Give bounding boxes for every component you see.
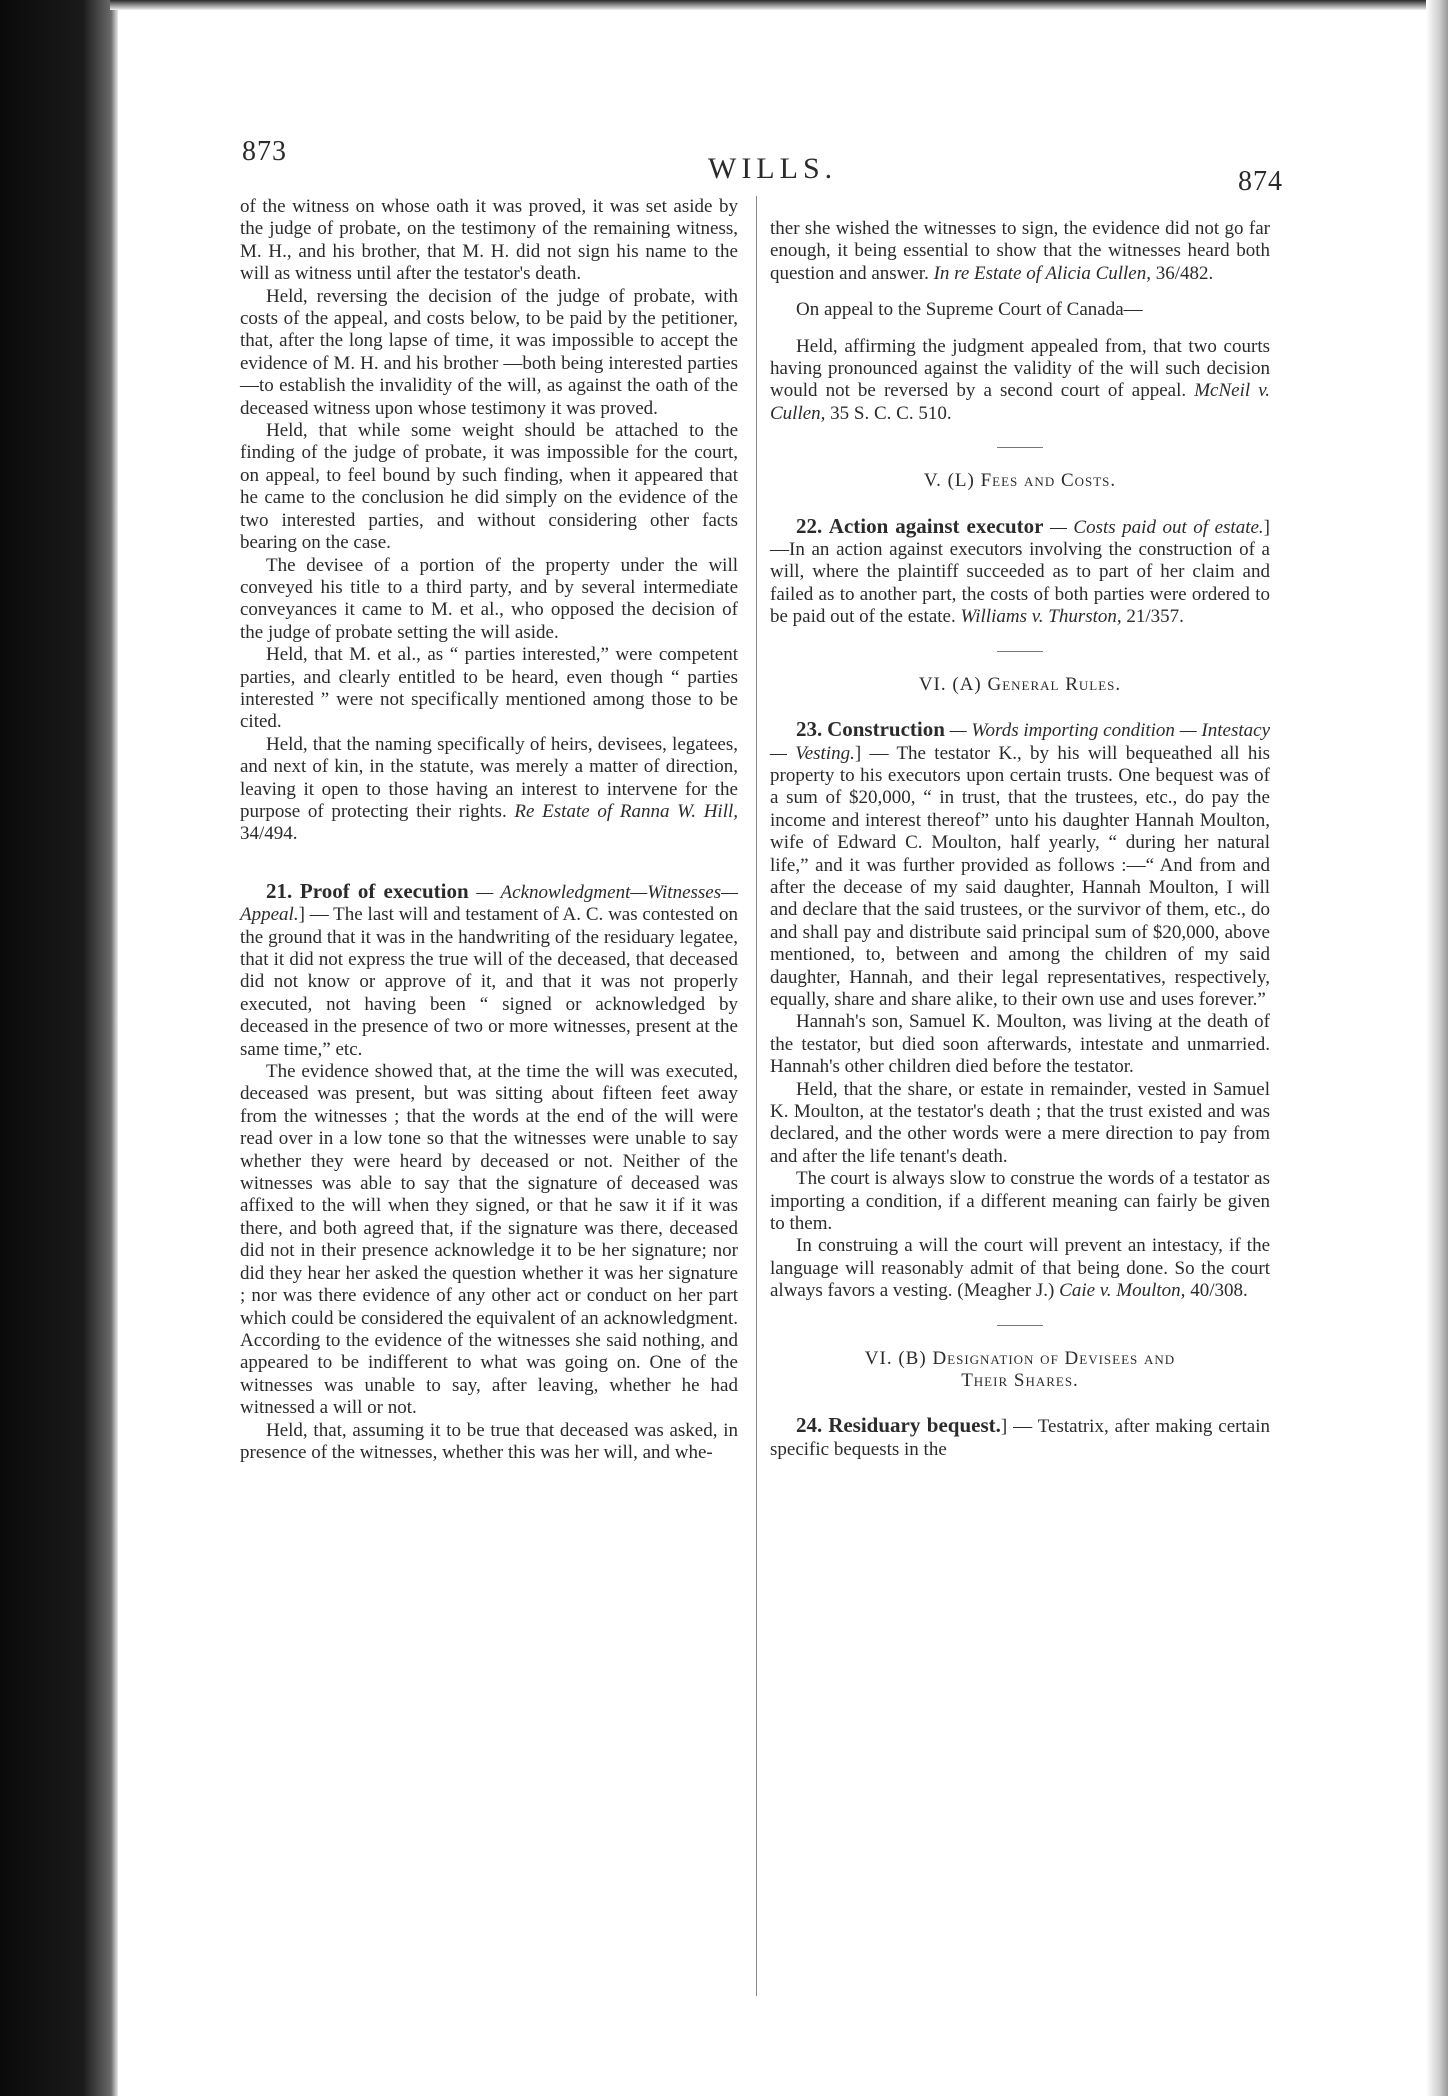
section-22 xyxy=(770,515,1270,629)
section-24 xyxy=(770,1414,1270,1461)
section-text: ]—In an action against executors involving the construction of a will, where the plaintiff succeeded as to part of her claim and failed as to another part, the costs of both parties were ordered to be paid out of the estate. xyxy=(770,516,1270,628)
section-number: 24. xyxy=(796,1413,823,1438)
paragraph: Held, that the share, or estate in remainder, vested in Samuel K. Moulton, at the testator's death ; that the trust existed and was declared, and the other words were a mere direction to pay from and after the life tenant's death. xyxy=(770,1078,1270,1167)
citation-ref: 40/308. xyxy=(1190,1280,1248,1302)
section-subheading: — Costs paid out of estate. xyxy=(1050,516,1264,538)
case-citation: In re Estate of Alicia Cullen, xyxy=(933,262,1151,284)
case-citation: McNeil v. Cullen, xyxy=(770,380,1270,424)
citation-ref: 21/357. xyxy=(1126,606,1184,628)
section-subheading: — Acknowledgment—Witnesses—Appeal. xyxy=(240,881,739,926)
section-title-v xyxy=(770,470,1270,492)
book-page xyxy=(120,0,1426,2096)
paragraph xyxy=(770,336,1270,426)
column-rule xyxy=(756,196,757,1996)
section-23 xyxy=(770,718,1270,1011)
section-number: 22. xyxy=(796,513,823,538)
paragraph: Hannah's son, Samuel K. Moulton, was living at the death of the testator, but died soon afterwards, intestate and unmarried. Hannah's other children died before the testator. xyxy=(770,1011,1270,1078)
paragraph: Held, that while some weight should be attached to the finding of the judge of probate, it was impossible for the court, on appeal, to feel bound by such finding, when it appeared that he came to the conclusion he did simply on the evidence of the two interested parties, and without considering other facts bearing on the case. xyxy=(240,420,738,554)
citation-ref: 35 S. C. C. 510. xyxy=(830,402,952,424)
section-title-text: Designation of Devisees and xyxy=(932,1347,1176,1369)
section-label: V. (L) xyxy=(923,470,975,492)
paragraph-text: Held, that the naming specifically of heirs, devisees, legatees, and next of kin, in the statute, was merely a matter of direction, leaving it open to those having an interest to intervene for the purpose of protecting their rights. xyxy=(240,733,738,822)
paragraph-text: Held, affirming the judgment appealed from, that two courts having pronounced against the validity of the will such decision would not be reversed by a second court of appeal. xyxy=(770,335,1270,402)
section-21 xyxy=(240,880,738,1061)
paragraph xyxy=(770,1235,1270,1302)
section-divider xyxy=(997,447,1043,448)
page-number-left: 873 xyxy=(242,136,287,167)
section-title-text: Fees and Costs. xyxy=(980,470,1117,492)
paragraph xyxy=(770,218,1270,285)
paragraph: The evidence showed that, at the time the will was executed, deceased was present, but was sitting about fifteen feet away from the witnesses ; that the words at the end of the will were read over in a low tone so that the witnesses were unable to say whether they were heard by deceased or not. Neither of the witnesses was able to say that the signature of deceased was affixed to the will when they signed, or that he saw it if it was there, and both agreed that, if the signature was there, deceased did not in their presence acknowledge it to be her signature; nor did they hear her asked the question whether it was her signature ; nor was there evidence of any other act or conduct on her part which could be considered the equivalent of an acknowledgment. According to the evidence of the witnesses she said nothing, and appeared to be indifferent to what was going on. One of the witnesses was unable to say, after leaving, whether he had witnessed a will or not. xyxy=(240,1061,738,1419)
scan-left-edge xyxy=(0,0,118,2096)
left-column xyxy=(240,196,738,1464)
section-divider xyxy=(997,1325,1043,1326)
section-heading: Action against executor xyxy=(828,513,1044,538)
case-citation: Williams v. Thurston, xyxy=(960,606,1122,628)
citation-ref: 36/482. xyxy=(1155,262,1214,284)
citation-ref: 34/494. xyxy=(240,823,298,845)
paragraph-text: ther she wished the witnesses to sign, the evidence did not go far enough, it being essential to show that the witnesses heard both question and answer. xyxy=(770,218,1270,284)
paragraph-text: In construing a will the court will prevent an intestacy, if the language will reasonably admit of that being done. So the court always favors a vesting. (Meagher J.) xyxy=(770,1235,1270,1302)
section-heading: Residuary bequest. xyxy=(828,1413,1001,1438)
case-citation: Re Estate of Ranna W. Hill, xyxy=(514,800,739,822)
section-heading: Construction xyxy=(827,717,945,742)
paragraph: Held, reversing the decision of the judge of probate, with costs of the appeal, and costs below, to be paid by the petitioner, that, after the long lapse of time, it was impossible to accept the evidence of M. H. and his brother —both being interested parties—to establish the invalidity of the will, as against the oath of the deceased witness upon whose testimony it was proved. xyxy=(240,285,738,419)
paragraph: On appeal to the Supreme Court of Canada— xyxy=(796,299,1143,321)
page-number-right: 874 xyxy=(1238,166,1283,197)
paragraph: of the witness on whose oath it was proved, it was set aside by the judge of probate, on the testimony of the remaining witness, M. H., and his brother, that M. H. did not sign his name to the will as witness until after the testator's death. xyxy=(240,196,738,285)
section-label: VI. (B) xyxy=(864,1347,927,1369)
section-title-text: Their Shares. xyxy=(961,1370,1079,1392)
paragraph: The court is always slow to construe the words of a testator as importing a condition, if a different meaning can fairly be given to them. xyxy=(770,1168,1270,1235)
right-column xyxy=(770,218,1270,1461)
section-title-vi-b xyxy=(770,1348,1270,1393)
paragraph: Held, that, assuming it to be true that deceased was asked, in presence of the witnesses, whether this was her will, and whe- xyxy=(240,1419,738,1463)
section-number: 21. xyxy=(266,878,293,903)
section-label: VI. (A) xyxy=(918,673,982,695)
paragraph: Held, that M. et al., as “ parties interested,” were competent parties, and clearly entitled to be heard, even though “ parties interested ” were not specifically mentioned among those to be cited. xyxy=(240,644,738,733)
section-title-text: General Rules. xyxy=(987,673,1122,695)
section-heading: Proof of execution xyxy=(299,878,469,903)
section-title-vi-a xyxy=(770,674,1270,696)
case-citation: Caie v. Moulton, xyxy=(1059,1280,1186,1302)
section-text: ] — The last will and testament of A. C. was contested on the ground that it was in the handwriting of the residuary legatee, that it did not express the true will of the deceased, that deceased did not know or approve of it, and that it was not properly executed, not having been “ signed or acknowledged by deceased in the presence of two or more witnesses, present at the same time,” etc. xyxy=(240,904,738,1060)
section-text: ] — Testatrix, after making certain specific bequests in the xyxy=(770,1416,1270,1460)
section-text: ] — The testator K., by his will bequeathed all his property to his executors upon certain trusts. One bequest was of a sum of $20,000, “ in trust, that the trustees, etc., do pay the income and interest thereof” unto his daughter Hannah Moulton, wife of Edward C. Moulton, half yearly, “ during her natural life,” and it was further provided as follows :—“ And from and after the decease of my said daughter, Hannah Moulton, I will and declare that the said trustees, or the survivor of them, etc., do and shall pay and distribute said principal sum of $20,000, above mentioned, to, between and among the children of my said daughter, Hannah, and their legal representatives, respectively, equally, share and share alike, to their own use and uses forever.” xyxy=(770,742,1270,1010)
section-number: 23. xyxy=(796,717,823,742)
paragraph: The devisee of a portion of the property under the will conveyed his title to a third party, and by several intermediate conveyances it came to M. et al., who opposed the decision of the judge of probate setting the will aside. xyxy=(240,554,738,643)
section-gap xyxy=(240,846,738,880)
paragraph xyxy=(240,734,738,846)
running-title: WILLS. xyxy=(708,152,838,185)
section-divider xyxy=(997,651,1043,652)
scan-right-edge xyxy=(1426,0,1448,2096)
section-subheading: — Words importing condition — Intestacy — Vesting. xyxy=(770,720,1271,764)
